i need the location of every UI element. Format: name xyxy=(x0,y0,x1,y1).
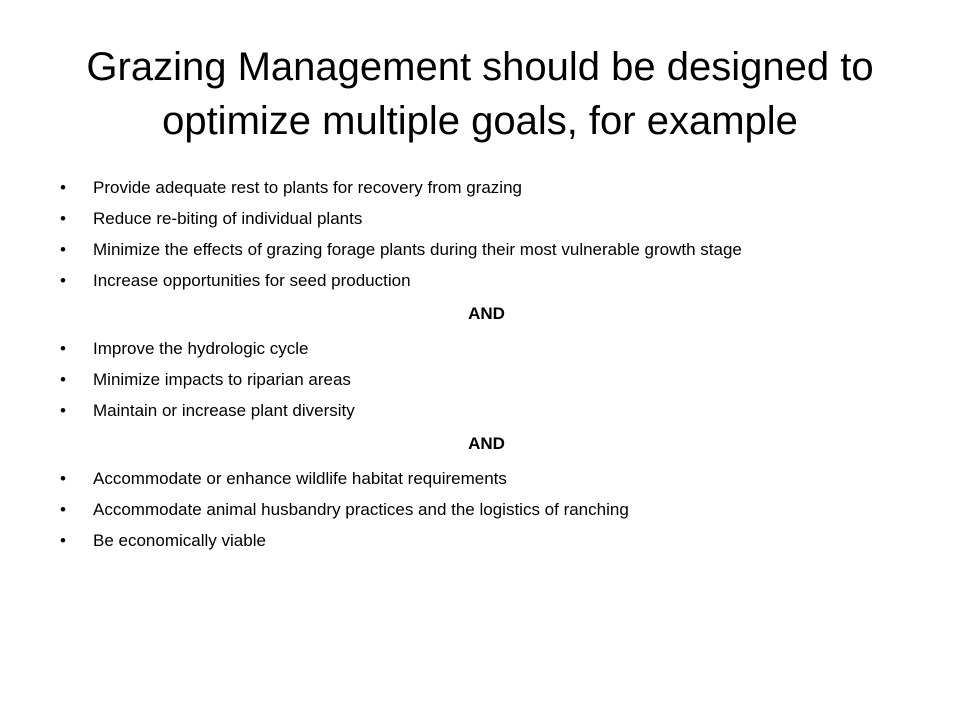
list-item-text: Reduce re-biting of individual plants xyxy=(93,209,363,228)
list-item-text: Provide adequate rest to plants for recovery from grazing xyxy=(93,178,522,197)
list-item xyxy=(60,368,880,391)
bullet-list xyxy=(60,176,880,560)
list-item xyxy=(60,399,880,422)
and-separator: AND xyxy=(468,434,505,453)
list-item xyxy=(60,529,880,552)
list-item xyxy=(60,337,880,360)
bullet-icon: • xyxy=(60,339,66,358)
list-item-text: Improve the hydrologic cycle xyxy=(93,339,309,358)
bullet-icon: • xyxy=(60,401,66,420)
list-item-text: Minimize the effects of grazing forage plants during their most vulnerable growth stage xyxy=(93,240,742,259)
bullet-icon: • xyxy=(60,531,66,550)
bullet-icon: • xyxy=(60,469,66,488)
list-item-text: Accommodate animal husbandry practices and the logistics of ranching xyxy=(93,500,629,519)
and-separator: AND xyxy=(468,304,505,323)
list-item-text: Increase opportunities for seed production xyxy=(93,271,411,290)
bullet-icon: • xyxy=(60,240,66,259)
bullet-icon: • xyxy=(60,209,66,228)
list-item xyxy=(60,498,880,521)
list-item-text: Be economically viable xyxy=(93,531,266,550)
bullet-icon: • xyxy=(60,178,66,197)
list-item xyxy=(60,238,880,261)
bullet-icon: • xyxy=(60,500,66,519)
list-item xyxy=(60,207,880,230)
list-item xyxy=(60,269,880,292)
list-item-text: Maintain or increase plant diversity xyxy=(93,401,355,420)
list-item-text: Accommodate or enhance wildlife habitat requirements xyxy=(93,469,507,488)
slide-title: Grazing Management should be designed to optimize multiple goals, for example xyxy=(86,45,874,143)
list-item-text: Minimize impacts to riparian areas xyxy=(93,370,351,389)
list-item xyxy=(60,467,880,490)
bullet-icon: • xyxy=(60,271,66,290)
bullet-icon: • xyxy=(60,370,66,389)
list-item xyxy=(60,176,880,199)
